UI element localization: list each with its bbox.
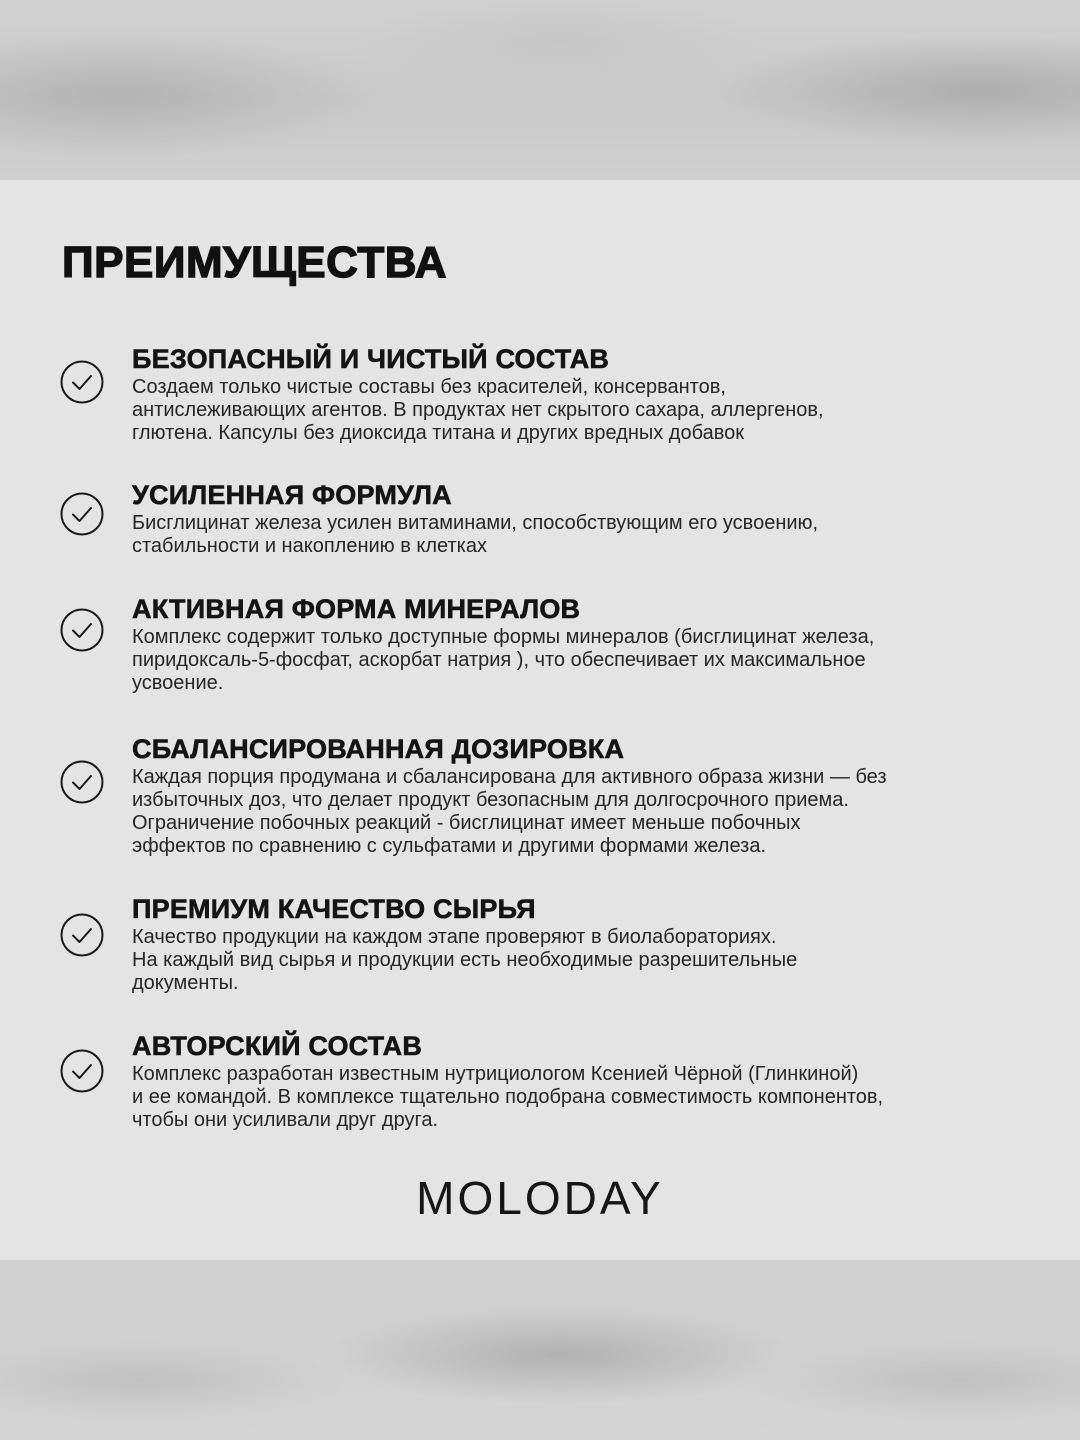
- benefit-heading: БЕЗОПАСНЫЙ И ЧИСТЫЙ СОСТАВ: [132, 344, 610, 374]
- benefit-description: Комплекс разработан известным нутрициологом Ксенией Чёрной (Глинкиной) и ее командой. В комплексе тщательно подобрана совместимость компонентов, чтобы они усиливали друг друга.: [132, 1063, 884, 1131]
- benefit-heading: ПРЕМИУМ КАЧЕСТВО СЫРЬЯ: [132, 894, 536, 924]
- page-title: ПРЕИМУЩЕСТВА: [62, 238, 448, 287]
- benefit-heading: СБАЛАНСИРОВАННАЯ ДОЗИРОВКА: [132, 734, 625, 764]
- check-circle-icon: [60, 913, 104, 957]
- check-circle-icon: [60, 760, 104, 804]
- check-circle-icon: [60, 1049, 104, 1093]
- benefit-heading: АКТИВНАЯ ФОРМА МИНЕРАЛОВ: [132, 594, 581, 624]
- check-circle-icon: [60, 608, 104, 652]
- benefits-card: [0, 180, 1080, 1260]
- benefit-description: Создаем только чистые составы без красителей, консервантов, антислеживающих агентов. В продуктах нет скрытого сахара, аллергенов, глютена. Капсулы без диоксида титана и других вредных добавок: [132, 376, 824, 444]
- brand-logo: MOLODAY: [416, 1172, 664, 1224]
- blurred-background-top: [0, 0, 1080, 180]
- benefit-description: Качество продукции на каждом этапе проверяют в биолабораториях. На каждый вид сырья и продукции есть необходимые разрешительные документы.: [132, 926, 798, 994]
- check-circle-icon: [60, 492, 104, 536]
- benefit-description: Каждая порция продумана и сбалансирована для активного образа жизни — без избыточных доз, что делает продукт безопасным для долгосрочного приема. Ограничение побочных реакций - бисглицинат имеет меньше побочных эффектов по сравнению с сульфатами и другими формами железа.: [132, 766, 887, 857]
- benefit-heading: УСИЛЕННАЯ ФОРМУЛА: [132, 480, 452, 510]
- blurred-background-bottom: [0, 1260, 1080, 1440]
- benefit-description: Комплекс содержит только доступные формы минералов (бисглицинат железа, пиридоксаль-5-фосфат, аскорбат натрия ), что обеспечивает их максимальное усвоение.: [132, 626, 875, 694]
- benefit-heading: АВТОРСКИЙ СОСТАВ: [132, 1031, 423, 1061]
- check-circle-icon: [60, 360, 104, 404]
- benefit-description: Бисглицинат железа усилен витаминами, способствующим его усвоению, стабильности и накоплению в клетках: [132, 512, 819, 557]
